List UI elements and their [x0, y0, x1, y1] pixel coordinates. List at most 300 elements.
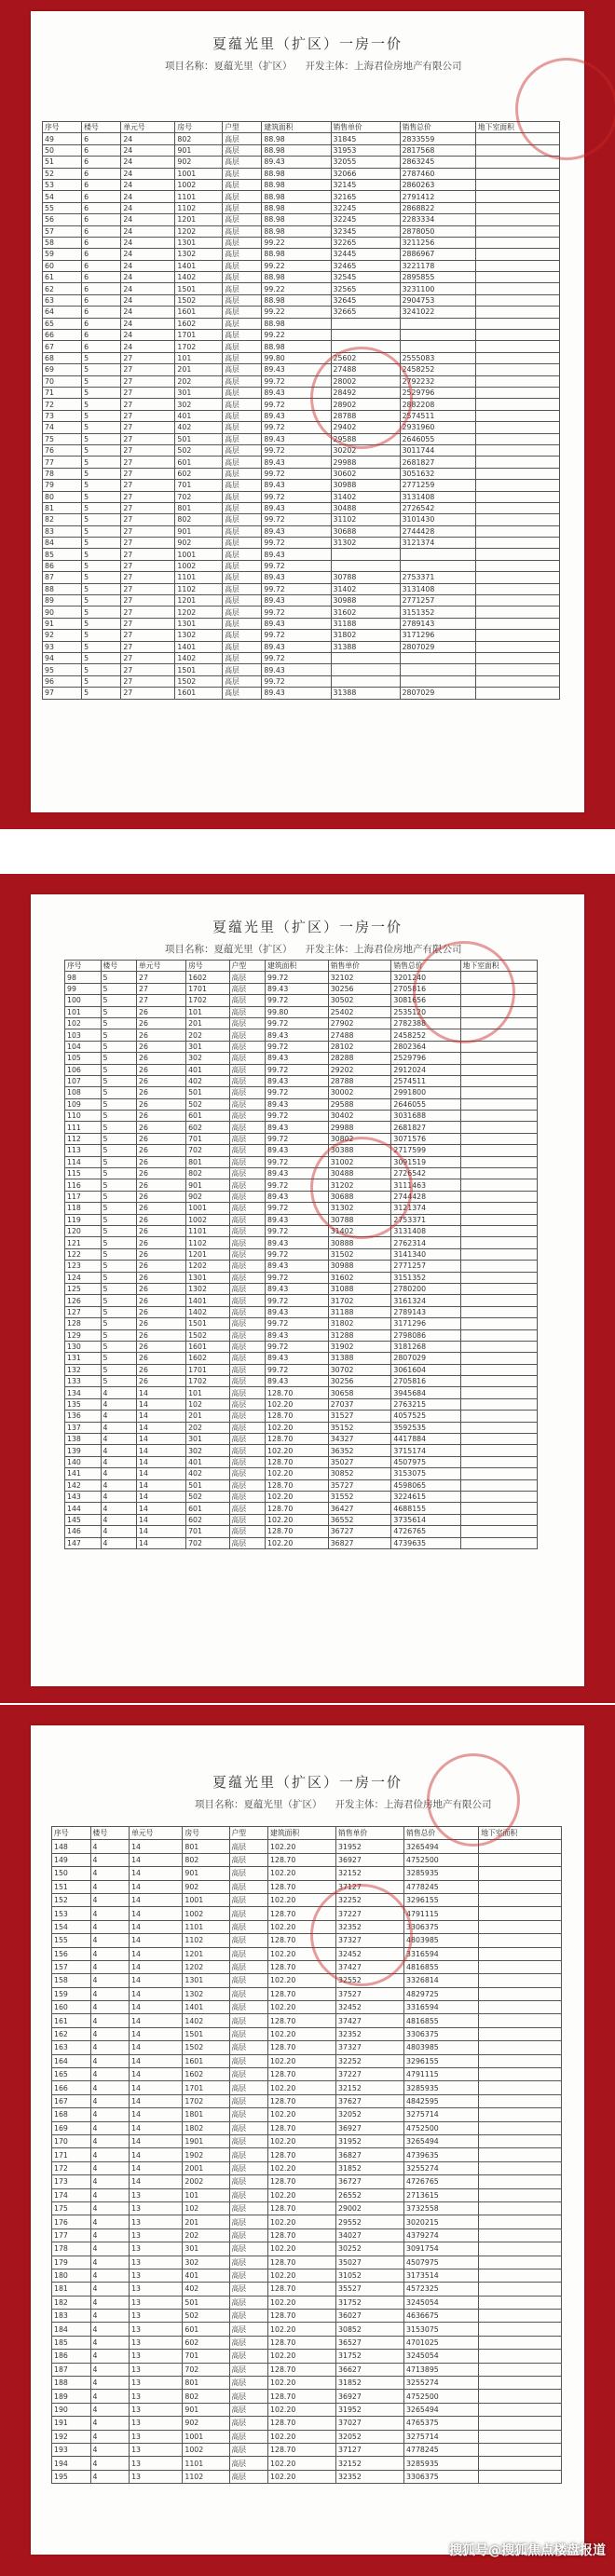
table-cell [460, 1087, 537, 1098]
table-cell: 102.20 [268, 2027, 336, 2040]
table-cell [475, 618, 559, 629]
table-cell [475, 352, 559, 363]
table-row [43, 318, 560, 329]
table-cell: 2895855 [400, 272, 475, 283]
table-cell: 4 [90, 2269, 130, 2282]
table-cell: 2833559 [400, 133, 475, 144]
table-cell [479, 2215, 562, 2228]
table-cell: 99.72 [262, 399, 331, 410]
table-cell: 5 [101, 1179, 137, 1191]
table-row [43, 272, 560, 283]
table-cell: 5 [82, 675, 121, 687]
table-cell: 99.72 [262, 583, 331, 594]
table-cell: 105 [65, 1053, 102, 1064]
table-cell: 31402 [328, 1225, 391, 1236]
table-cell: 61 [43, 272, 82, 283]
table-cell: 189 [52, 2390, 91, 2403]
table-cell: 402 [186, 1075, 229, 1086]
table-row [52, 2108, 562, 2121]
table-cell: 4 [90, 2323, 130, 2336]
table-cell: 99.72 [266, 1341, 329, 1352]
table-cell: 161 [52, 2014, 91, 2027]
table-cell: 32665 [331, 307, 400, 318]
table-cell: 32352 [336, 1920, 404, 1933]
table-cell: 6 [82, 341, 121, 352]
table-cell: 128.70 [268, 2068, 336, 2081]
table-cell: 2771257 [400, 595, 475, 607]
table-cell: 155 [52, 1934, 91, 1947]
table-cell: 99.72 [262, 652, 331, 663]
table-cell: 14 [130, 1987, 183, 2000]
table-cell: 187 [52, 2363, 91, 2376]
table-cell: 80 [43, 491, 82, 502]
table-row [52, 2054, 562, 2067]
table-cell: 166 [52, 2081, 91, 2094]
table-cell: 402 [175, 422, 223, 433]
table-cell: 901 [175, 144, 223, 156]
table-cell: 74 [43, 422, 82, 433]
table-row [65, 1133, 538, 1144]
table-cell: 14 [137, 1526, 186, 1537]
table-cell [479, 2256, 562, 2269]
table-row [52, 2242, 562, 2256]
table-cell: 108 [65, 1087, 102, 1098]
table-cell: 99.72 [266, 1179, 329, 1191]
source-watermark: 搜狐号@搜狐焦点楼盘报道 [449, 2543, 606, 2558]
table-cell: 1701 [175, 330, 223, 341]
table-cell: 128.70 [268, 2363, 336, 2376]
table-cell: 3306375 [404, 2470, 479, 2483]
table-cell: 32645 [331, 294, 400, 306]
table-cell: 5 [82, 491, 121, 502]
table-cell: 1202 [186, 1261, 229, 1272]
table-cell: 32252 [336, 2054, 404, 2067]
table-cell: 113 [65, 1145, 102, 1156]
table-cell: 1602 [186, 972, 229, 983]
table-cell: 2535120 [391, 1006, 460, 1017]
table-cell: 201 [186, 1017, 229, 1029]
table-cell: 4 [90, 2310, 130, 2323]
table-cell [460, 1376, 537, 1387]
table-cell [460, 1479, 537, 1491]
table-cell: 高层 [223, 480, 262, 491]
table-cell: 3306375 [404, 2027, 479, 2040]
table-cell: 158 [52, 1974, 91, 1987]
table-cell: 26 [137, 1237, 186, 1248]
table-cell: 100 [65, 995, 102, 1006]
table-cell [475, 214, 559, 225]
table-cell: 14 [130, 1934, 183, 1947]
table-cell: 115 [65, 1168, 102, 1179]
table-cell: 27488 [331, 364, 400, 375]
table-cell: 102.20 [268, 2161, 336, 2174]
table-cell: 104 [65, 1041, 102, 1052]
table-cell: 高层 [229, 1168, 266, 1179]
table-row [43, 202, 560, 213]
table-cell [460, 1306, 537, 1317]
table-cell: 1702 [186, 995, 229, 1006]
table-cell [479, 2283, 562, 2296]
table-cell: 128.70 [268, 2336, 336, 2349]
table-row [43, 525, 560, 537]
table-cell: 高层 [229, 2148, 268, 2161]
table-cell: 26 [137, 1179, 186, 1191]
table-cell: 4791115 [404, 2068, 479, 2081]
table-cell: 58 [43, 237, 82, 248]
table-cell: 52 [43, 168, 82, 179]
table-cell: 5 [101, 1364, 137, 1375]
table-cell: 128.70 [268, 1907, 336, 1920]
table-cell: 4 [101, 1514, 137, 1525]
table-cell: 29988 [328, 1122, 391, 1133]
table-cell: 37427 [336, 2014, 404, 2027]
table-cell: 126 [65, 1295, 102, 1306]
table-cell: 123 [65, 1261, 102, 1272]
table-cell: 5 [101, 1237, 137, 1248]
table-cell: 35027 [336, 2256, 404, 2269]
table-cell: 122 [65, 1248, 102, 1260]
table-cell: 14 [137, 1387, 186, 1398]
table-cell: 702 [175, 491, 223, 502]
table-cell [475, 433, 559, 444]
table-cell [479, 2041, 562, 2054]
table-cell: 802 [175, 133, 223, 144]
table-cell: 71 [43, 387, 82, 398]
table-cell: 139 [65, 1445, 102, 1456]
table-cell [475, 538, 559, 549]
table-cell: 4 [90, 2283, 130, 2296]
table-cell: 117 [65, 1191, 102, 1202]
table-row [43, 444, 560, 456]
table-cell: 3255274 [404, 2161, 479, 2174]
table-cell: 31845 [331, 133, 400, 144]
table-cell: 27 [137, 995, 186, 1006]
table-cell: 128.70 [268, 2283, 336, 2296]
table-cell: 4 [90, 2175, 130, 2188]
table-row [65, 1387, 538, 1398]
table-row [52, 2161, 562, 2174]
table-cell: 高层 [223, 618, 262, 629]
table-cell: 1401 [175, 641, 223, 652]
table-cell [475, 364, 559, 375]
table-cell [475, 157, 559, 168]
table-cell: 31188 [328, 1306, 391, 1317]
table-row [43, 618, 560, 629]
table-cell: 128.70 [266, 1526, 329, 1537]
table-row [65, 1434, 538, 1445]
table-cell: 102.20 [268, 2269, 336, 2282]
table-cell: 106 [65, 1064, 102, 1075]
table-cell: 高层 [229, 2390, 268, 2403]
table-row [52, 2377, 562, 2390]
table-cell: 27 [121, 618, 175, 629]
table-cell: 56 [43, 214, 82, 225]
table-cell: 26 [137, 1075, 186, 1086]
table-cell: 27 [121, 675, 175, 687]
table-cell: 5 [82, 410, 121, 421]
table-cell: 901 [183, 1867, 229, 1880]
table-cell: 4057525 [391, 1411, 460, 1422]
table-cell: 高层 [229, 2054, 268, 2067]
project-info [31, 59, 584, 73]
table-cell: 88.98 [262, 318, 331, 329]
table-cell [479, 2201, 562, 2215]
table-row [65, 1456, 538, 1467]
table-cell: 802 [183, 2390, 229, 2403]
table-cell: 1002 [183, 2443, 229, 2456]
table-cell: 4739635 [404, 2148, 479, 2161]
table-cell: 901 [186, 1179, 229, 1191]
table-cell: 1402 [175, 652, 223, 663]
table-cell: 4 [90, 1867, 130, 1880]
table-cell: 153 [52, 1907, 91, 1920]
table-cell: 3171296 [391, 1318, 460, 1329]
table-cell: 144 [65, 1503, 102, 1514]
table-cell: 高层 [229, 1029, 266, 1041]
table-cell: 26 [137, 1203, 186, 1214]
table-cell [479, 1907, 562, 1920]
table-cell: 101 [186, 1006, 229, 1017]
table-cell: 5 [101, 1306, 137, 1317]
table-cell: 27 [121, 549, 175, 560]
table-cell: 2780200 [391, 1283, 460, 1294]
table-cell: 5 [82, 641, 121, 652]
table-row [65, 1295, 538, 1306]
table-cell: 2681827 [400, 457, 475, 468]
table-cell: 4417884 [391, 1434, 460, 1445]
table-cell: 27037 [328, 1398, 391, 1410]
table-cell: 高层 [229, 2215, 268, 2228]
column-header: 房号 [183, 1827, 229, 1840]
table-cell: 3285935 [404, 2457, 479, 2470]
table-cell: 3296155 [404, 2054, 479, 2067]
table-row [43, 157, 560, 168]
developer-name: 开发主体：上海君俭房地产有限公司 [305, 944, 462, 955]
table-cell: 2763215 [391, 1398, 460, 1410]
table-cell: 高层 [229, 2041, 268, 2054]
table-cell [460, 1364, 537, 1375]
table-cell: 2705816 [391, 1376, 460, 1387]
table-cell [400, 664, 475, 675]
table-cell: 高层 [223, 433, 262, 444]
table-cell [479, 2296, 562, 2309]
table-cell: 5 [82, 538, 121, 549]
table-cell: 4379274 [404, 2228, 479, 2242]
column-header: 单元号 [130, 1827, 183, 1840]
table-cell: 30988 [331, 595, 400, 607]
table-cell: 27 [121, 664, 175, 675]
table-cell [460, 1387, 537, 1398]
table-cell: 2753371 [400, 572, 475, 583]
table-cell: 902 [183, 1880, 229, 1893]
table-cell: 31952 [336, 1840, 404, 1853]
table-cell: 128.70 [268, 2041, 336, 2054]
table-cell: 4 [101, 1422, 137, 1433]
table-cell: 88.98 [262, 341, 331, 352]
table-cell: 4 [101, 1503, 137, 1514]
table-cell: 高层 [229, 1145, 266, 1156]
table-cell: 5 [101, 1272, 137, 1283]
table-cell: 5 [82, 549, 121, 560]
table-row [43, 133, 560, 144]
table-cell: 4 [90, 2403, 130, 2416]
table-cell: 6 [82, 294, 121, 306]
table-cell: 3592535 [391, 1422, 460, 1433]
table-cell: 4 [90, 2350, 130, 2363]
table-cell: 高层 [223, 641, 262, 652]
table-cell: 高层 [229, 1960, 268, 1973]
table-cell: 29202 [328, 1064, 391, 1075]
table-cell: 24 [121, 318, 175, 329]
table-row [52, 2363, 562, 2376]
table-cell: 35152 [328, 1422, 391, 1433]
table-cell: 84 [43, 538, 82, 549]
table-cell: 4 [101, 1445, 137, 1456]
table-cell: 3735614 [391, 1514, 460, 1525]
table-cell: 29402 [331, 422, 400, 433]
table-cell: 6 [82, 144, 121, 156]
table-cell: 301 [183, 2242, 229, 2256]
table-cell: 1701 [186, 1364, 229, 1375]
table-cell [460, 1225, 537, 1236]
table-row [65, 1514, 538, 1525]
table-cell: 高层 [229, 1225, 266, 1236]
table-cell: 3715174 [391, 1445, 460, 1456]
table-cell: 149 [52, 1853, 91, 1866]
table-cell: 3265494 [404, 1840, 479, 1853]
table-cell: 30888 [328, 1237, 391, 1248]
table-cell: 128.70 [268, 2228, 336, 2242]
table-cell: 27 [121, 560, 175, 571]
table-cell: 14 [130, 1893, 183, 1906]
table-cell: 128.70 [268, 2417, 336, 2430]
table-cell: 32055 [331, 157, 400, 168]
table-cell: 13 [130, 2470, 183, 2483]
table-cell: 24 [121, 144, 175, 156]
table-row [52, 2175, 562, 2188]
table-cell: 3051632 [400, 468, 475, 479]
table-row [52, 2068, 562, 2081]
table-cell: 88.98 [262, 249, 331, 260]
column-header: 户型 [229, 961, 266, 972]
table-row [52, 2390, 562, 2403]
table-cell: 4 [90, 2256, 130, 2269]
table-cell: 1601 [175, 688, 223, 699]
table-cell: 86 [43, 560, 82, 571]
table-cell: 高层 [229, 2108, 268, 2121]
table-cell: 77 [43, 457, 82, 468]
table-cell: 1602 [175, 318, 223, 329]
table-cell: 102.20 [266, 1491, 329, 1502]
table-cell: 89.43 [262, 457, 331, 468]
table-cell: 高层 [229, 2068, 268, 2081]
table-cell: 13 [130, 2443, 183, 2456]
table-cell: 502 [186, 1491, 229, 1502]
table-cell [479, 2336, 562, 2349]
table-cell: 4 [90, 2457, 130, 2470]
table-cell [460, 1111, 537, 1122]
table-cell: 172 [52, 2161, 91, 2174]
table-cell [475, 179, 559, 190]
table-cell: 28002 [331, 375, 400, 387]
table-cell: 高层 [223, 468, 262, 479]
table-cell: 14 [130, 2027, 183, 2040]
table-cell: 179 [52, 2256, 91, 2269]
table-cell: 601 [186, 1503, 229, 1514]
table-row [43, 630, 560, 641]
table-cell: 31852 [336, 2161, 404, 2174]
table-cell: 27 [121, 433, 175, 444]
table-cell: 3121374 [391, 1203, 460, 1214]
table-cell: 26 [137, 1353, 186, 1364]
table-cell: 2458252 [400, 364, 475, 375]
table-cell: 36527 [336, 2336, 404, 2349]
table-cell: 4 [101, 1526, 137, 1537]
table-cell: 29002 [336, 2201, 404, 2215]
table-cell: 14 [137, 1411, 186, 1422]
table-cell: 148 [52, 1840, 91, 1853]
table-cell: 5 [101, 1087, 137, 1098]
table-cell: 31802 [328, 1318, 391, 1329]
table-cell: 高层 [223, 191, 262, 202]
table-cell: 4 [90, 2134, 130, 2147]
table-cell: 2744428 [391, 1191, 460, 1202]
table-cell: 5 [82, 664, 121, 675]
table-cell: 高层 [229, 1075, 266, 1086]
table-cell: 201 [183, 2215, 229, 2228]
table-cell: 4507975 [404, 2256, 479, 2269]
table-cell: 5 [101, 995, 137, 1006]
table-cell: 167 [52, 2094, 91, 2107]
table-cell: 81 [43, 502, 82, 513]
table-cell: 5 [101, 1133, 137, 1144]
table-cell: 5 [82, 375, 121, 387]
table-cell: 901 [183, 2403, 229, 2416]
table-cell: 70 [43, 375, 82, 387]
table-cell: 4 [90, 2470, 130, 2483]
table-cell: 高层 [223, 237, 262, 248]
table-cell [479, 2228, 562, 2242]
table-row [43, 688, 560, 699]
table-cell: 5 [101, 1029, 137, 1041]
table-cell: 128.70 [268, 2094, 336, 2107]
table-cell: 128.70 [268, 1960, 336, 1973]
table-cell: 4842595 [404, 2094, 479, 2107]
table-cell [475, 294, 559, 306]
table-cell: 14 [130, 2175, 183, 2188]
table-row [65, 1156, 538, 1167]
table-cell: 24 [121, 249, 175, 260]
table-cell: 26 [137, 1283, 186, 1294]
table-cell: 1001 [186, 1203, 229, 1214]
table-cell: 1201 [183, 1947, 229, 1960]
table-cell: 89.43 [266, 1261, 329, 1272]
table-cell: 24 [121, 283, 175, 294]
table-cell: 99.72 [266, 1248, 329, 1260]
table-cell: 63 [43, 294, 82, 306]
table-cell: 14 [130, 2068, 183, 2081]
table-cell: 55 [43, 202, 82, 213]
table-cell: 2283334 [400, 214, 475, 225]
table-cell: 4 [90, 2228, 130, 2242]
table-cell [475, 630, 559, 641]
table-cell [479, 1987, 562, 2000]
table-cell: 29988 [331, 457, 400, 468]
table-cell [475, 375, 559, 387]
table-cell: 97 [43, 688, 82, 699]
table-cell [331, 652, 400, 663]
table-cell: 201 [186, 1411, 229, 1422]
